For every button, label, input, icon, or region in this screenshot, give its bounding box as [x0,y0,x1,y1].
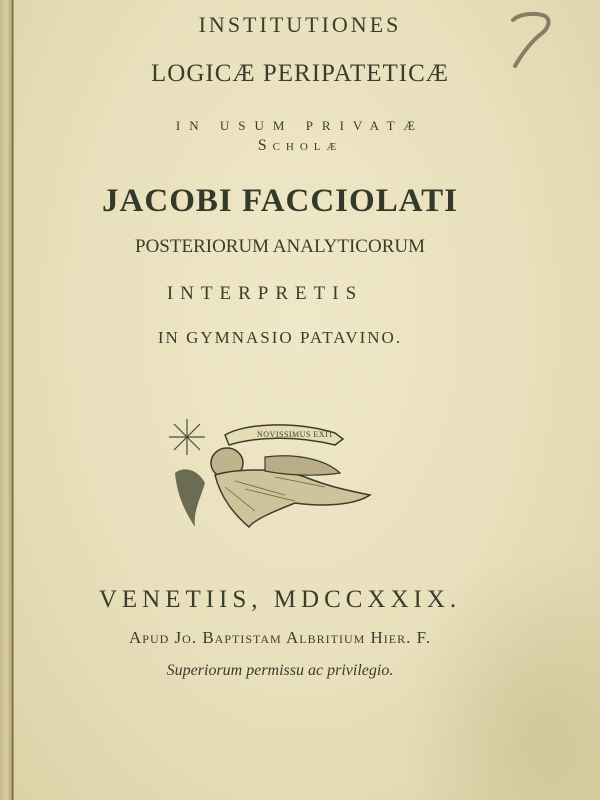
author-role-1: POSTERIORUM ANALYTICORUM [135,236,425,257]
usage-line-2: Scholæ [257,137,343,154]
author-name: JACOBI FACCIOLATI [102,183,458,219]
vignette-banner-text: NOVISSIMUS EXIT [257,430,334,439]
author-role-2: INTERPRETIS [166,283,364,304]
printer-line: Apud Jo. Baptistam Albritium Hier. F. [129,628,431,647]
author-role-3: IN GYMNASIO PATAVINO. [157,328,403,347]
title-line-1: INSTITUTIONES [198,12,402,37]
title-line-2: LOGICÆ PERIPATETICÆ [151,60,449,87]
usage-line: IN USUM PRIVATÆ [175,118,425,133]
cherub-vignette-icon [165,415,390,535]
privilege-line: Superiorum permissu ac privilegio. [166,662,394,679]
imprint-place-date: VENETIIS, MDCCXXIX. [98,586,462,613]
